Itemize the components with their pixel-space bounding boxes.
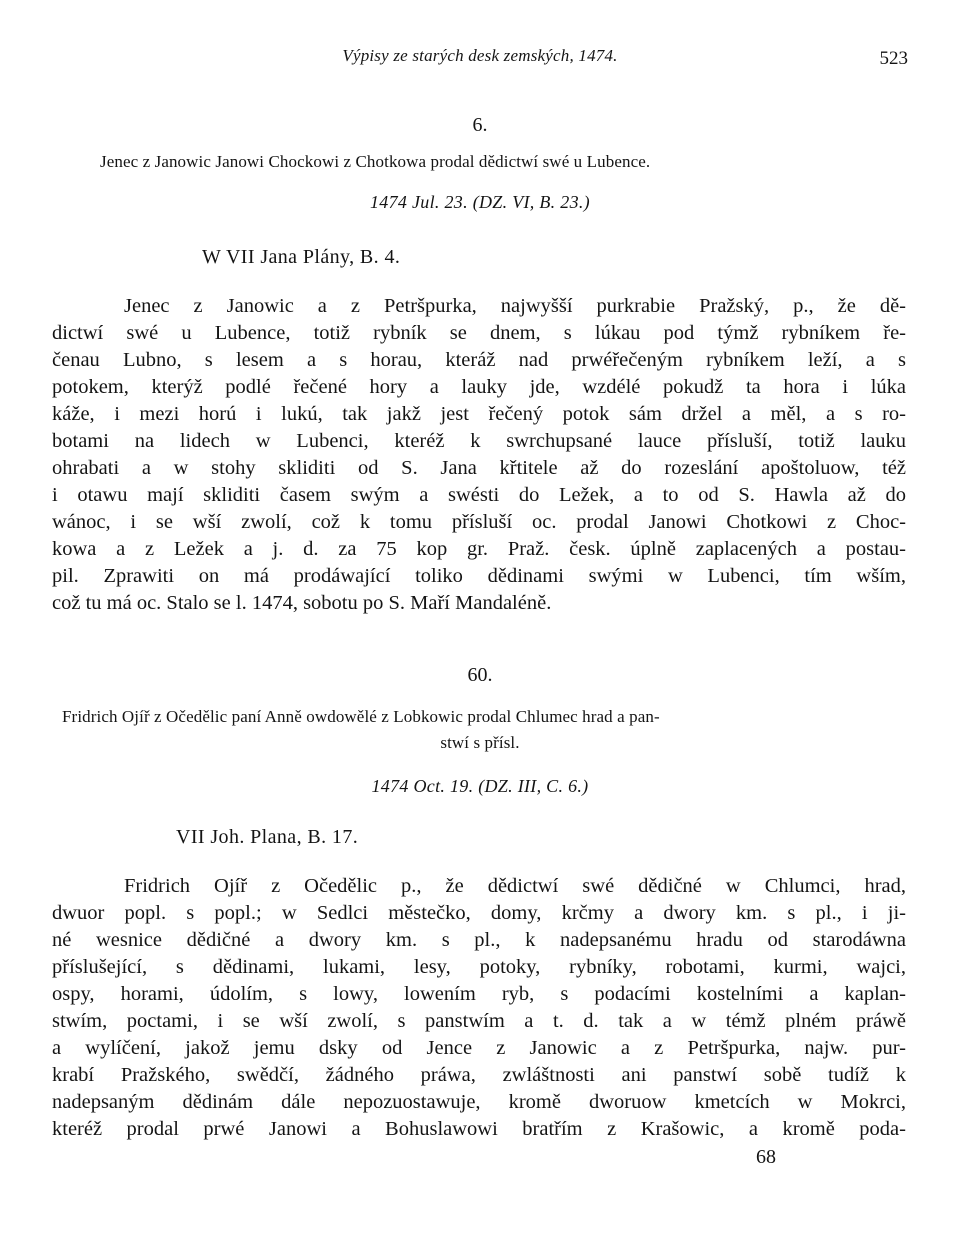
body-line: čenau Lubno, s lesem a s horau, kteráž nad prwéřečeným rybníkem leží, a s — [52, 349, 906, 371]
body-line: pil. Zprawiti on má prodáwající toliko dědinami swými w Lubenci, tím wším, — [52, 565, 906, 587]
body-line: stwím, poctami, i se wší zwolí, s panstwím a t. d. tak a w témž plném práwě — [52, 1010, 906, 1032]
body-line: nadepsaným dědinám dále nepozuostawuje, kromě dworuow kmetcích w Mokrci, — [52, 1091, 906, 1113]
body-line: a wylíčení, jakož jemu dsky od Jence z Janowic a z Petršpurka, najw. pur- — [52, 1037, 906, 1059]
body-line: krabí Pražského, swědčí, žádného práwa, zwláštnosti ani panstwí sobě tudíž k — [52, 1064, 906, 1086]
body-line: Fridrich Ojíř z Očedělic p., že dědictwí swé dědičné w Chlumci, hrad, — [124, 875, 906, 897]
body-line: né wesnice dědičné a dwory km. s pl., k nadepsanému hradu od starodáwna — [52, 929, 906, 951]
entry-heading: Fridrich Ojíř z Očedělic paní Anně owdowělé z Lobkowic prodal Chlumec hrad a pan- — [62, 707, 660, 726]
body-line: botami na lidech w Lubenci, kteréž k swrchupsané lauce přísluší, totiž lauku — [52, 430, 906, 452]
entry-heading: Jenec z Janowic Janowi Chockowi z Chotkowa prodal dědictwí swé u Lubence. — [100, 152, 651, 171]
entry-dateline: 1474 Oct. 19. (DZ. III, C. 6.) — [371, 776, 589, 796]
body-line: kteréž prodal prwé Janowi a Bohuslawowi bratřím z Krašowic, a kromě poda- — [52, 1118, 906, 1140]
body-line: wánoc, i se wší zwolí, což k tomu přísluší oc. prodal Janowi Chotkowi z Choc- — [52, 511, 906, 533]
body-line: dwuor popl. s popl.; w Sedlci městečko, domy, krčmy a dwory km. s pl., i ji- — [52, 902, 906, 924]
body-line: i otawu mají skliditi časem swým a swésti do Ležek, a to od S. Hawla až do — [52, 484, 906, 506]
entry-number: 6. — [472, 114, 488, 136]
body-line: ohrabati a w stohy skliditi od S. Jana křtitele až do rozeslání apoštoluow, též — [52, 457, 906, 479]
body-line: káže, i mezi horú i lukú, tak jakž jest řečený potok sám držel a měl, a s ro- — [52, 403, 906, 425]
page-number: 523 — [879, 48, 908, 69]
signature-mark: 68 — [756, 1146, 776, 1168]
entry-dateline: 1474 Jul. 23. (DZ. VI, B. 23.) — [370, 192, 590, 212]
body-line: potokem, kterýž podlé řečené hory a lauky jde, wzdélé pokudž ta hora i lúka — [52, 376, 906, 398]
entry-reference: W VII Jana Plány, B. 4. — [202, 246, 401, 268]
body-line: dictwí swé u Lubence, totiž rybník se dnem, s lúkau pod týmž rybníkem ře- — [52, 322, 906, 344]
body-line: Jenec z Janowic a z Petršpurka, najwyšší purkrabie Pražský, p., že dě- — [124, 295, 906, 317]
entry-heading-continuation: stwí s přísl. — [440, 733, 520, 752]
entry-number: 60. — [467, 664, 493, 686]
running-title: Výpisy ze starých desk zemských, 1474. — [342, 46, 618, 65]
entry-reference: VII Joh. Plana, B. 17. — [176, 826, 359, 848]
body-line: příslušející, s dědinami, lukami, lesy, potoky, rybníky, robotami, kurmi, wajci, — [52, 956, 906, 978]
body-line: což tu má oc. Stalo se l. 1474, sobotu po S. Maří Mandaléně. — [52, 592, 552, 614]
body-line: ospy, horami, údolím, s lowy, lowením ryb, s podacími kostelními a kaplan- — [52, 983, 906, 1005]
body-line: kowa a z Ležek a j. d. za 75 kop gr. Praž. česk. úplně zaplacených a postau- — [52, 538, 906, 560]
